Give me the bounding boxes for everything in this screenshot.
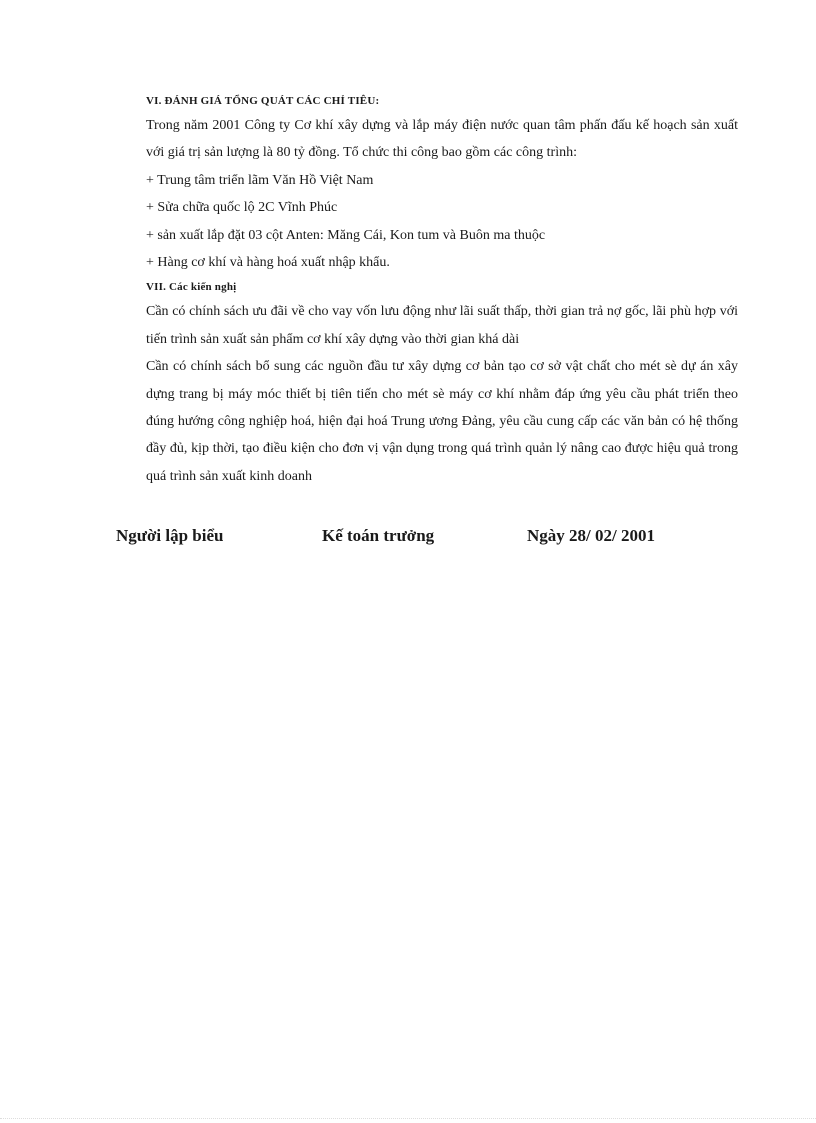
section-6-heading: VI. ĐÁNH GIÁ TỔNG QUÁT CÁC CHỈ TIÊU: (146, 95, 380, 107)
list-item: + Sửa chữa quốc lộ 2C Vĩnh Phúc (146, 200, 338, 216)
signature-row (116, 526, 716, 554)
signature-date: Ngày 28/ 02/ 2001 (527, 526, 655, 545)
document-body (146, 90, 738, 490)
chief-accountant-signature-label: Kế toán trưởng (322, 526, 435, 545)
section-7-paragraph-1: Cần có chính sách ưu đãi về cho vay vốn lưu động như lãi suất thấp, thời gian trả nợ gốc, lãi phù hợp với tiến trình sản xuất sản phẩm cơ khí xây dựng vào thời gian khá dài (146, 304, 738, 347)
page-bottom-divider (0, 1118, 816, 1119)
list-item: + Hàng cơ khí và hàng hoá xuất nhập khẩu. (146, 255, 390, 271)
section-7-heading: VII. Các kiến nghị (146, 281, 237, 294)
section-6-paragraph: Trong năm 2001 Công ty Cơ khí xây dựng và lắp máy điện nước quan tâm phấn đấu kế hoạch sản xuất với giá trị sản lượng là 80 tỷ đồng. Tổ chức thi công bao gồm các công trình: (146, 118, 738, 161)
preparer-signature-label: Người lập biểu (116, 526, 224, 545)
section-7-paragraph-2: Cần có chính sách bổ sung các nguồn đầu tư xây dựng cơ bản tạo cơ sở vật chất cho mét sè dự án xây dựng trang bị máy móc thiết bị tiên tiến cho mét sè máy cơ khí nhằm đáp ứng yêu cầu phát triển theo đúng hướng công nghiệp hoá, hiện đại hoá Trung ương Đảng, yêu cầu cung cấp các văn bản có hệ thống đầy đủ, kịp thời, tạo điều kiện cho đơn vị vận dụng trong quá trình quản lý nâng cao được hiệu quả trong quá trình sản xuất kinh doanh (146, 359, 738, 484)
list-item: + Trung tâm triển lãm Văn Hồ Việt Nam (146, 172, 374, 188)
list-item: + sản xuất lắp đặt 03 cột Anten: Măng Cái, Kon tum và Buôn ma thuộc (146, 227, 546, 243)
